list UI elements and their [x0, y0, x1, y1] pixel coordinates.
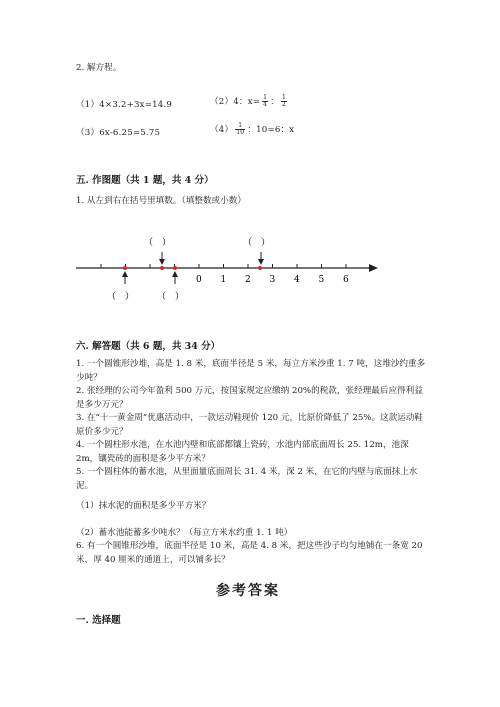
fraction-one-fourth — [262, 95, 268, 108]
fraction-denominator: 2 — [282, 101, 287, 108]
problem-5-part-1: （1）抹水泥的面积是多少平方米？ — [76, 501, 211, 511]
fraction-numerator: 1 — [235, 123, 245, 130]
problem-5-part-2: （2）蓄水池能蓄多少吨水？（每立方米水约重 1. 1 吨） — [76, 528, 293, 538]
problem-2: 2. 张经理的公司今年盈利 500 万元，按国家规定应缴纳 20%的税款，张经理最后应得利益是多少万元？ — [76, 386, 423, 410]
equation-2 — [210, 95, 289, 108]
equation-2-prefix: （2）4：x= — [210, 97, 261, 107]
tick-label: 2 — [245, 275, 251, 285]
arrow-head-up-icon — [122, 271, 128, 277]
arrow-head-up-icon — [172, 271, 178, 277]
problem-6: 6. 有一个圆锥形沙堆，底面半径是 10 米，高是 4. 8 米，把这些沙子均匀地铺在一条宽 20 米，厚 40 厘米的通道上，可以铺多长？ — [76, 541, 423, 565]
red-point-marker — [173, 266, 177, 270]
problem-4: 4. 一个圆柱形水池，在水池内壁和底部都镶上瓷砖，水池内部底面周长 25. 12m，池深 2m，镶瓷砖的面积是多少平方米？ — [76, 440, 409, 464]
section-heading-solve-equations: 2. 解方程。 — [76, 63, 122, 73]
problem-3: 3. 在“十一黄金周”优惠活动中，一款运动鞋现价 120 元，比原价降低了 25%。这款运动鞋原价多少元？ — [76, 413, 424, 437]
fraction-denominator: 10 — [236, 129, 245, 136]
equation-2-sep: ： — [270, 97, 279, 107]
problem-1: 1. 一个圆锥形沙堆，高是 1. 8 米，底面半径是 5 米，每立方米沙重 1. 7 吨，这堆沙约重多少吨？ — [76, 359, 426, 383]
fraction-denominator: 4 — [263, 101, 268, 108]
tick-label: 6 — [343, 275, 349, 285]
tick-label: 0 — [196, 275, 202, 285]
answer-bracket: （ ） — [243, 238, 271, 248]
fraction-one-tenth — [235, 123, 245, 136]
answer-bracket: （ ） — [157, 292, 185, 302]
fraction-numerator: 1 — [263, 94, 268, 101]
arrow-head-down-icon — [159, 259, 165, 265]
tick-label: 3 — [269, 275, 276, 285]
tick-label: 1 — [220, 275, 227, 285]
problem-list — [76, 358, 428, 493]
fraction-numerator: 1 — [282, 94, 287, 101]
red-point-marker — [160, 266, 164, 270]
equation-3: （3）6x-6.25=5.75 — [76, 128, 161, 138]
section-heading-drawing: 五. 作图题（共 1 题，共 4 分） — [76, 175, 214, 186]
answers-title: 参考答案 — [216, 583, 280, 599]
equation-1: （1）4×3.2+3x=14.9 — [76, 100, 173, 110]
red-point-marker — [123, 266, 127, 270]
equation-4 — [210, 123, 294, 136]
equation-4-suffix: ：10=6：x — [247, 125, 295, 135]
tick-label: 5 — [318, 275, 325, 285]
tick-label: 4 — [294, 275, 300, 285]
answer-bracket: （ ） — [144, 238, 172, 248]
number-line-figure — [76, 228, 386, 308]
problem-5: 5. 一个圆柱体的蓄水池，从里面量底面周长 31. 4 米，深 2 米，在它的内壁与底面抹上水泥。 — [76, 467, 418, 491]
question-fill-numberline: 1. 从左到右在括号里填数。（填整数或小数） — [76, 196, 246, 206]
answer-bracket: （ ） — [107, 292, 135, 302]
arrow-right-icon — [369, 264, 378, 272]
red-point-marker — [258, 266, 262, 270]
section-heading-word-problems: 六. 解答题（共 6 题，共 34 分） — [76, 341, 221, 352]
arrow-head-down-icon — [258, 259, 264, 265]
answers-subheading: 一. 选择题 — [76, 615, 121, 626]
fraction-one-half — [281, 95, 287, 108]
equation-4-prefix: （4） — [210, 125, 234, 135]
